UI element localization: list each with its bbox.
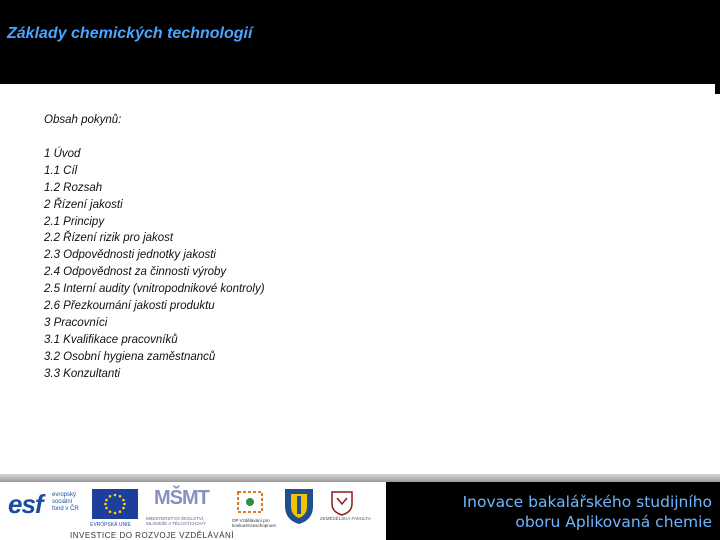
list-item: 2.4 Odpovědnost za činnosti výroby: [44, 266, 227, 279]
esf-logo: esf: [8, 489, 43, 519]
list-item: 2.6 Přezkoumání jakosti produktu: [44, 300, 215, 313]
esf-logo-caption: [52, 492, 79, 513]
list-item: 3.3 Konzultanti: [44, 367, 121, 380]
esf-caption-line: fond v ČR: [52, 506, 79, 512]
footer-divider: [0, 474, 720, 482]
opvk-logo-icon: [234, 488, 268, 518]
title-bar: [0, 0, 720, 84]
msmt-logo-caption: MINISTERSTVO ŠKOLSTVÍ, MLÁDEŽE A TĚLOVÝCHOVY: [146, 516, 206, 526]
list-item: 2.5 Interní audity (vnitropodnikové kontroly): [44, 283, 265, 296]
faculty-crest-icon: [330, 490, 354, 516]
contents-list: [44, 146, 684, 382]
tagline-line: oboru Aplikovaná chemie: [515, 513, 712, 531]
list-item: 2 Řízení jakosti: [44, 198, 123, 211]
logo-strip: [0, 482, 386, 540]
list-item: 1.1 Cíl: [44, 164, 78, 177]
faculty-logo-caption: ZEMĚDĚLSKÁ FAKULTA: [320, 516, 371, 521]
list-item: 2.2 Řízení rizik pro jakost: [44, 232, 174, 245]
list-item: 1 Úvod: [44, 148, 81, 160]
esf-caption-line: evropský: [52, 492, 77, 498]
msmt-logo: MŠMT: [154, 487, 209, 509]
list-item: 3 Pracovníci: [44, 316, 108, 329]
list-item: 1.2 Rozsah: [44, 181, 103, 194]
contents-heading: Obsah pokynů:: [44, 114, 122, 126]
content-area: [44, 114, 684, 382]
list-item: 3.2 Osobní hygiena zaměstnanců: [44, 350, 216, 363]
list-item: 3.1 Kvalifikace pracovníků: [44, 333, 178, 346]
university-shield-icon: [282, 486, 316, 526]
project-tagline: [463, 492, 712, 532]
opvk-logo-caption: OP Vzdělávání pro konkurenceschopnost: [232, 518, 276, 528]
list-item: 2.1 Principy: [44, 215, 105, 228]
page-title: Základy chemických technologií: [7, 25, 253, 42]
footer-banner: [386, 482, 720, 540]
title-bar-edge: [715, 84, 720, 94]
eu-logo-caption: EVROPSKÁ UNIE: [90, 522, 131, 528]
tagline-line: Inovace bakalářského studijního: [462, 493, 712, 511]
list-item: 2.3 Odpovědnosti jednotky jakosti: [44, 249, 216, 262]
esf-caption-line: sociální: [52, 499, 73, 505]
eu-flag-icon: [92, 489, 138, 519]
investment-slogan: INVESTICE DO ROZVOJE VZDĚLÁVÁNÍ: [70, 531, 234, 540]
